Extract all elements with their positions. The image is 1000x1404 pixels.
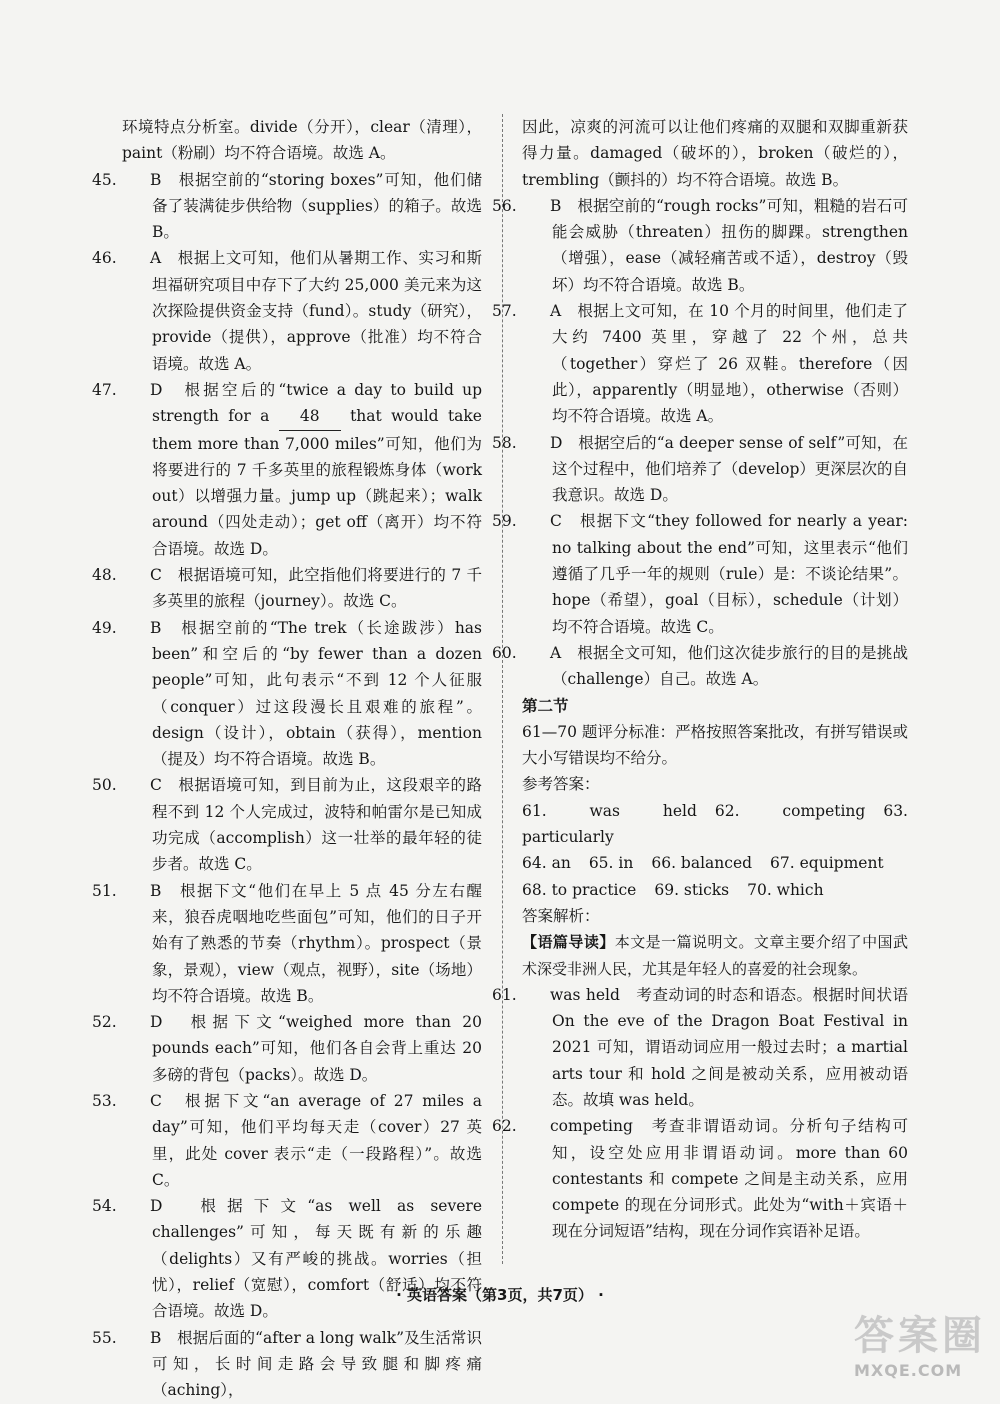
answer-row-3: 68. to practice 69. sticks 70. which [522, 880, 824, 899]
answer-item-51: 51. B 根据下文“他们在早上 5 点 45 分左右醒来，狼吞虎咽地吃些面包”可知，他们的日子开始有了熟悉的节奏（rhythm）。prospect（景象，景观），view（观点，视野），site（场地）均不符合语境。故选 B。 [92, 881, 482, 1005]
analysis-item-61: 61. was held 考查动词的时态和语态。根据时间状语 On the eve of the Dragon Boat Festival in 2021 可知，谓语动词应用一般过去时；a martial arts tour 和 hold 之间是被动关系，应用被动语态。故填 was held。 [492, 985, 908, 1109]
answer-item-55-cont: 因此，凉爽的河流可以让他们疼痛的双腿和双脚重新获得力量。damaged（破坏的），broken（破烂的），trembling（颤抖的）均不符合语境。故选 B。 [522, 118, 908, 189]
answer-item-49: 49. B 根据空前的“The trek（长途跋涉）has been”和空后的“by fewer than a dozen people”可知，此句表示“不到 12 个人征服（conquer）过这段漫长且艰难的旅程”。design（设计），obtain（获得），mention（提及）均不符合语境。故选 B。 [92, 618, 482, 769]
analysis-label: 答案解析： [522, 906, 600, 925]
right-column [492, 114, 908, 1245]
answer-row-1: 61. was held 62. competing 63. particularly [522, 801, 908, 847]
answer-item-60: 60. A 根据全文可知，他们这次徒步旅行的目的是挑战（challenge）自己。故选 A。 [492, 643, 908, 689]
analysis-item-62: 62. competing 考查非谓语动词。分析句子结构可知，设空处应用非谓语动词。more than 60 contestants 和 compete 之间是主动关系，应用 compete 的现在分词形式。此处为“with＋宾语＋现在分词短语”结构，现在分词作宾语补足语。 [492, 1117, 908, 1241]
section-title: 第二节 [522, 695, 569, 715]
answer-item-45: 45. B 根据空前的“storing boxes”可知，他们储备了装满徒步供给物（supplies）的箱子。故选 B。 [92, 170, 482, 242]
answer-item-44-cont: 环境特点分析室。divide（分开），clear（清理），paint（粉刷）均不符合语境。故选 A。 [122, 118, 482, 163]
answer-item-50: 50. C 根据语境可知，到目前为止，这段艰辛的路程不到 12 个人完成过，波特和帕雷尔是已知成功完成（accomplish）这一壮举的最年轻的徒步者。故选 C。 [92, 776, 482, 874]
page-footer: · 英语答案（第3页，共7页） · [396, 1286, 604, 1304]
site-watermark: 答案圈 MXQE.COM [854, 1313, 986, 1380]
blank-48: 48 [279, 403, 341, 430]
answer-item-46: 46. A 根据上文可知，他们从暑期工作、实习和斯坦福研究项目中存下了大约 25,000 美元来为这次探险提供资金支持（fund）。study（研究），provide（提供），approve（批准）均不符合语境。故选 A。 [92, 249, 482, 373]
column-divider [502, 114, 503, 1264]
answer-item-52: 52. D 根据下文“weighed more than 20 pounds each”可知，他们各自会背上重达 20 多磅的背包（packs）。故选 D。 [92, 1013, 482, 1084]
answer-item-53: 53. C 根据下文“an average of 27 miles a day”可知，他们平均每天走（cover）27 英里，此处 cover 表示“走（一段路程）”。故选 C。 [92, 1091, 482, 1189]
passage-intro: 【语篇导读】本文是一篇说明文。文章主要介绍了中国武术深受非洲人民，尤其是年轻人的喜爱的社会现象。 [522, 933, 908, 978]
answer-item-56: 56. B 根据空前的“rough rocks”可知，粗糙的岩石可能会威胁（threaten）扭伤的脚踝。strengthen（增强），ease（减轻痛苦或不适），destroy（毁坏）均不符合语境。故选 B。 [492, 196, 908, 294]
answer-item-48: 48. C 根据语境可知，此空指他们将要进行的 7 千多英里的旅程（journey）。故选 C。 [92, 566, 482, 611]
reference-answers-label: 参考答案： [522, 775, 600, 794]
scoring-criteria: 61—70 题评分标准：严格按照答案批改，有拼写错误或大小写错误均不给分。 [522, 722, 908, 768]
answer-item-47: 47. D 根据空后的“twice a day to build up strength for a 48 that would take them more than 7,000 miles”可知，他们为将要进行的 7 千多英里的旅程锻炼身体（work out）以增强力量。jump up（跳起来）；walk around（四处走动）；get off（离开）均不符合语境。故选 D。 [92, 380, 482, 558]
answer-item-59: 59. C 根据下文“they followed for nearly a year: no talking about the end”可知，这里表示“他们遵循了几乎一年的规则（rule）是：不谈论结果”。hope（希望），goal（目标），schedule（计划）均不符合语境。故选 C。 [492, 512, 908, 636]
answer-item-55: 55. B 根据后面的“after a long walk”及生活常识可知，长时间走路会导致腿和脚疼痛（aching）， [92, 1328, 482, 1400]
left-column [92, 114, 482, 1404]
answer-item-54: 54. D 根据下文“as well as severe challenges”可知，每天既有新的乐趣（delights）又有严峻的挑战。worries（担忧），relief（宽慰），comfort（舒适）均不符合语境。故选 D。 [92, 1197, 482, 1321]
answer-item-58: 58. D 根据空后的“a deeper sense of self”可知，在这个过程中，他们培养了（develop）更深层次的自我意识。故选 D。 [492, 433, 908, 505]
answer-row-2: 64. an 65. in 66. balanced 67. equipment [522, 854, 884, 873]
answer-item-57: 57. A 根据上文可知，在 10 个月的时间里，他们走了大约 7400 英里，穿越了 22 个州，总共（together）穿烂了 26 双鞋。therefore（因此），apparently（明显地），otherwise（否则）均不符合语境。故选 A。 [492, 302, 908, 426]
